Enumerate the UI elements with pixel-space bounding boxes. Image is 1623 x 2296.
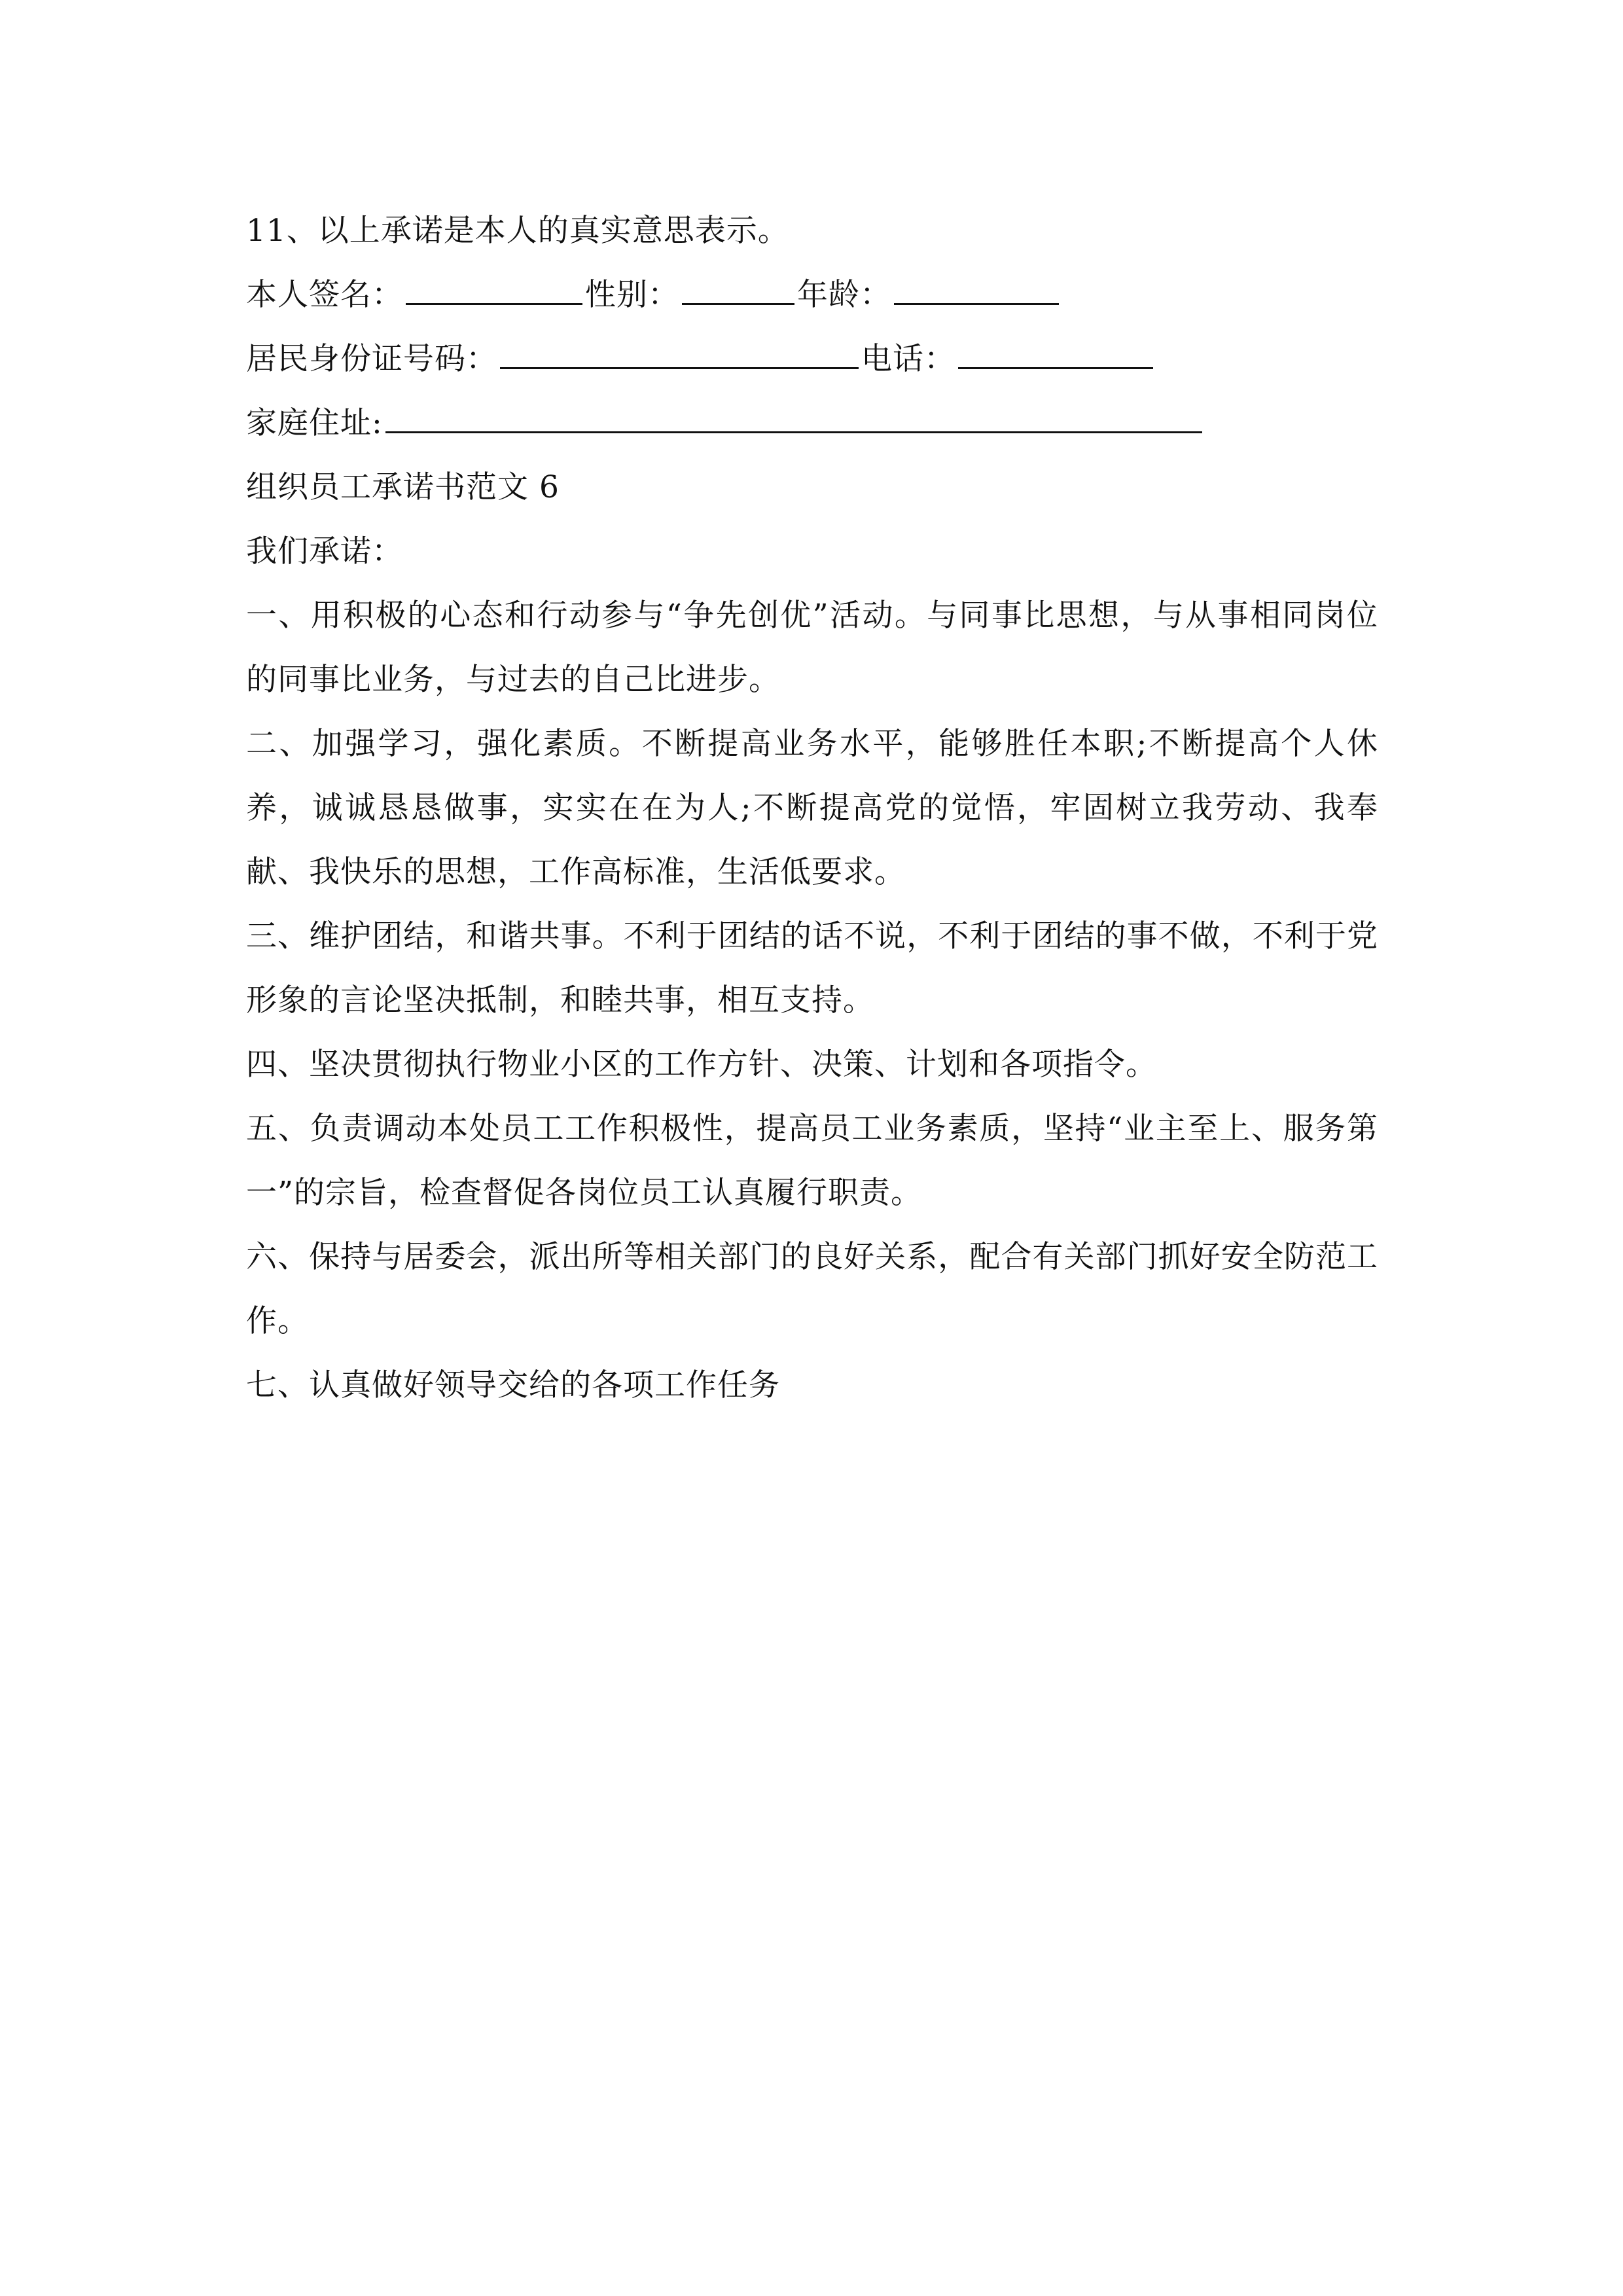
commitment-paragraph-2: 二、加强学习，强化素质。不断提高业务水平，能够胜任本职;不断提高个人休养，诚诚恳恳做事，实实在在为人;不断提高党的觉悟，牢固树立我劳动、我奉献、我快乐的思想，工作高标准，生活低要求。 bbox=[246, 726, 1378, 890]
age-blank bbox=[894, 274, 1059, 305]
commitment-intro: 我们承诺： bbox=[246, 533, 403, 569]
signature-label: 本人签名： bbox=[246, 277, 403, 313]
address-label: 家庭住址: bbox=[246, 405, 383, 441]
commitment-paragraph-5: 五、负责调动本处员工工作积极性，提高员工业务素质，坚持“业主至上、服务第一”的宗旨，检查督促各岗位员工认真履行职责。 bbox=[246, 1111, 1378, 1211]
commitment-paragraph-6: 六、保持与居委会，派出所等相关部门的良好关系，配合有关部门抓好安全防范工作。 bbox=[246, 1239, 1378, 1339]
signature-row bbox=[246, 263, 1378, 327]
phone-label: 电话： bbox=[861, 341, 955, 377]
id-number-label: 居民身份证号码： bbox=[246, 341, 497, 377]
address-row bbox=[246, 391, 1378, 456]
commitment-paragraph-1: 一、用积极的心态和行动参与“争先创优”活动。与同事比思想，与从事相同岗位的同事比业务，与过去的自己比进步。 bbox=[246, 598, 1378, 698]
item-11: 11、以上承诺是本人的真实意思表示。 bbox=[246, 213, 789, 249]
commitment-paragraph-7: 七、认真做好领导交给的各项工作任务 bbox=[246, 1367, 780, 1403]
section-title: 组织员工承诺书范文 6 bbox=[246, 469, 560, 505]
signature-blank bbox=[406, 274, 582, 305]
commitment-paragraph-4: 四、坚决贯彻执行物业小区的工作方针、决策、计划和各项指令。 bbox=[246, 1047, 1157, 1083]
gender-label: 性别： bbox=[585, 277, 679, 313]
address-blank bbox=[385, 403, 1202, 433]
id-number-blank bbox=[500, 338, 859, 369]
commitment-paragraph-3: 三、维护团结，和谐共事。不利于团结的话不说，不利于团结的事不做，不利于党形象的言论坚决抵制，和睦共事，相互支持。 bbox=[246, 918, 1378, 1018]
phone-blank bbox=[958, 338, 1153, 369]
id-phone-row bbox=[246, 327, 1378, 391]
gender-blank bbox=[682, 274, 794, 305]
document-body bbox=[246, 199, 1378, 1418]
age-label: 年龄： bbox=[797, 277, 891, 313]
